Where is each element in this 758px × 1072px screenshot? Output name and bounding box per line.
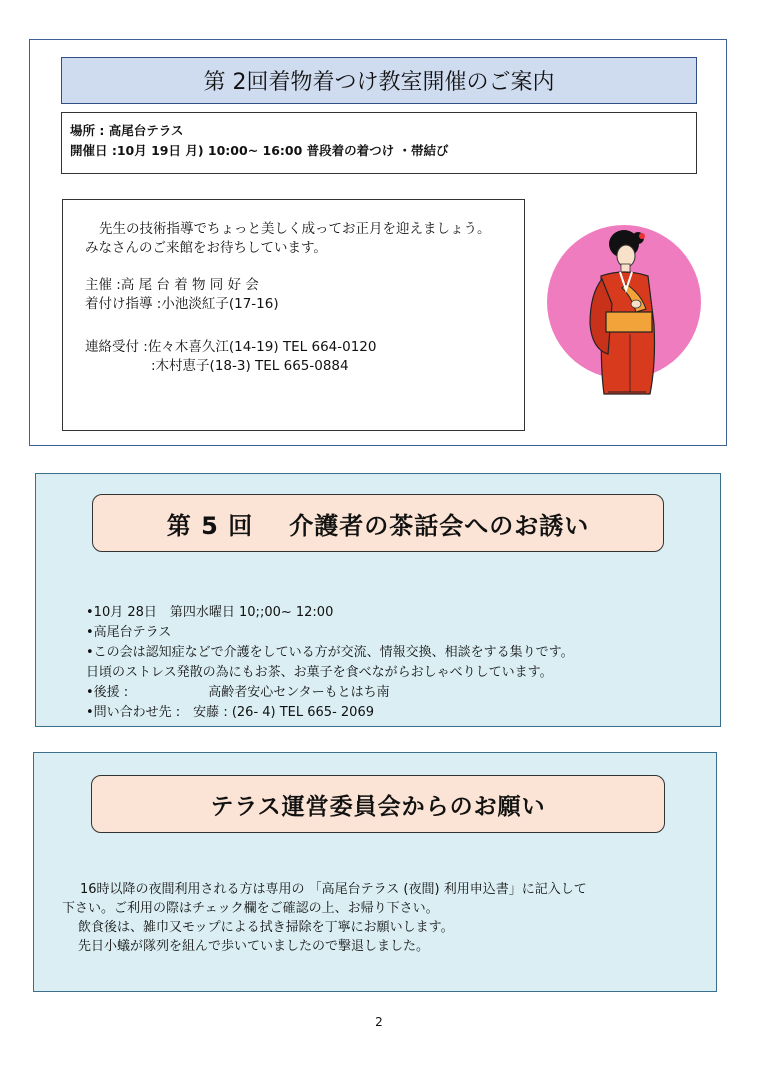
tea-party-title-text: 介護者の茶話会へのお誘い	[289, 511, 590, 540]
event-date: 開催日 :10月 19日 月) 10:00~ 16:00 普段着の着つけ ・帯結び	[70, 143, 449, 158]
body-line-2: みなさんのご来館をお待ちしています。	[85, 240, 327, 256]
kimono-class-body	[62, 199, 525, 431]
tea-party-sponsor	[86, 683, 706, 703]
tea-party-title-number: 第 5 回	[166, 511, 254, 540]
request-line-3: 飲食後は、雑巾又モップによる拭き掃除を丁寧にお願いします。	[78, 920, 454, 935]
contact-2: :木村恵子(18-3) TEL 665-0884	[151, 358, 349, 374]
committee-request-body	[62, 880, 702, 980]
tea-party-place: •高尾台テラス	[86, 625, 172, 640]
request-line-1: 16時以降の夜間利用される方は専用の 「高尾台テラス (夜間) 利用申込書」に記入して	[80, 882, 587, 897]
kimono-class-details	[61, 112, 697, 174]
tea-party-desc-1: •この会は認知症などで介護をしている方が交流、情報交換、相談をする集りです。	[86, 645, 574, 660]
tea-party-title	[92, 494, 664, 552]
tea-party-contact: •問い合わせ先 : 安藤 : (26- 4) TEL 665- 2069	[86, 705, 374, 720]
body-line-1: 先生の技術指導でちょっと美しく成ってお正月を迎えましょう。	[99, 221, 491, 237]
kimono-woman-illustration	[546, 224, 706, 399]
kimono-class-title: 第 2回着物着つけ教室開催のご案内	[61, 57, 697, 104]
sponsor-name: 高齢者安心センターもとはち南	[208, 685, 390, 700]
tea-party-desc-2: 日頃のストレス発散の為にもお茶、お菓子を食べながらおしゃべりしています。	[86, 665, 553, 680]
instructor: 着付け指導 :小池淡紅子(17-16)	[85, 296, 279, 312]
sponsor-label: •後援 :	[86, 685, 129, 700]
committee-request-title: テラス運営委員会からのお願い	[91, 775, 665, 833]
contact-1: 連絡受付 :佐々木喜久江(14-19) TEL 664-0120	[85, 339, 377, 355]
request-line-2: 下さい。ご利用の際はチェック欄をご確認の上、お帰り下さい。	[62, 901, 439, 916]
event-place: 場所 : 高尾台テラス	[70, 123, 184, 138]
page-number: 2	[375, 1015, 383, 1029]
tea-party-date: •10月 28日 第四水曜日 10;;00~ 12:00	[86, 605, 334, 620]
tea-party-body	[86, 603, 706, 723]
request-line-4: 先日小蟻が隊列を組んで歩いていましたので撃退しました。	[78, 939, 430, 954]
organizer: 主催 :高 尾 台 着 物 同 好 会	[85, 277, 259, 293]
